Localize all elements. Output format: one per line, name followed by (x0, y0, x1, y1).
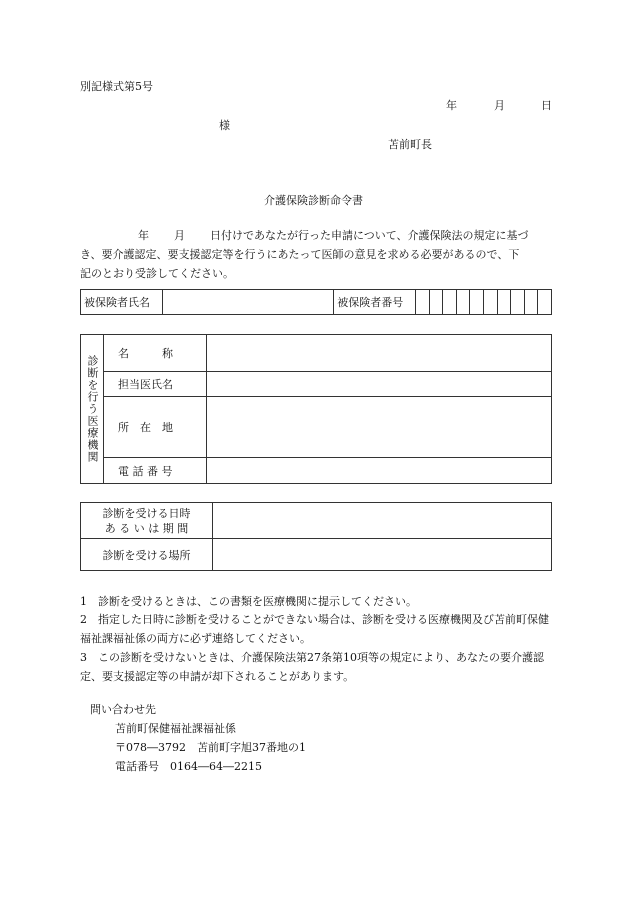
insured-number-digit-1[interactable] (416, 290, 430, 315)
schedule-table (80, 502, 552, 571)
date-day-label: 日 (541, 99, 552, 112)
clinic-name-field[interactable] (207, 335, 552, 372)
insured-number-digit-3[interactable] (443, 290, 457, 315)
insured-number-digit-5[interactable] (470, 290, 484, 315)
clinic-doctor-label: 担当医氏名 (104, 372, 207, 397)
note-3 (80, 648, 552, 686)
addressee-suffix: 様 (219, 119, 230, 132)
insured-table (80, 289, 552, 315)
clinic-address-label: 所 在 地 (104, 397, 207, 458)
insured-number-digit-9[interactable] (524, 290, 538, 315)
clinic-name-label: 名 称 (104, 335, 207, 372)
insured-number-digit-6[interactable] (483, 290, 497, 315)
body-year: 年 (138, 229, 149, 242)
note-3-number: 3 (80, 651, 87, 664)
schedule-datetime-label-1: 診断を受ける日時 (102, 506, 191, 520)
insured-number-digit-2[interactable] (429, 290, 443, 315)
insured-number-digit-8[interactable] (511, 290, 525, 315)
clinic-phone-label: 電 話 番 号 (104, 458, 207, 484)
note-2-text: 指定した日時に診断を受けることができない場合は、診断を受ける医療機関及び苫前町保健福祉課福祉係の両方に必ず連絡してください。 (80, 613, 549, 645)
note-1-text: 診断を受けるときは、この書類を医療機関に提示してください。 (98, 595, 417, 608)
issuer: 苫前町長 (388, 138, 432, 151)
insured-name-label: 被保険者氏名 (81, 290, 163, 315)
form-id: 別記様式第5号 (80, 80, 153, 93)
insured-name-field[interactable] (162, 290, 333, 315)
insured-number-digit-10[interactable] (538, 290, 552, 315)
document-title: 介護保険診断命令書 (264, 194, 363, 207)
contact-phone: 電話番号 0164―64―2215 (115, 760, 262, 773)
body-line3: 記のとおり受診してください。 (80, 267, 234, 280)
body-month: 月 (174, 229, 185, 242)
note-2-number: 2 (80, 613, 87, 626)
note-2 (80, 610, 552, 648)
schedule-datetime-label-2: あ る い は 期 間 (104, 521, 189, 535)
date-month-label: 月 (494, 99, 505, 112)
contact-address: 〒078―3792 苫前町字旭37番地の1 (115, 741, 306, 754)
note-1 (80, 592, 552, 611)
clinic-address-field[interactable] (207, 397, 552, 458)
clinic-table (80, 334, 552, 484)
body-line2: き、要介護認定、要支援認定等を行うにあたって医師の意見を求める必要があるので、下 (80, 248, 520, 261)
clinic-side-label: 診断を行う医療機関 (86, 355, 99, 463)
schedule-datetime-field[interactable] (213, 503, 552, 539)
clinic-doctor-field[interactable] (207, 372, 552, 397)
contact-dept: 苫前町保健福祉課福祉係 (115, 722, 236, 735)
date-year-label: 年 (446, 99, 457, 112)
clinic-phone-field[interactable] (207, 458, 552, 484)
schedule-place-field[interactable] (213, 539, 552, 571)
schedule-place-label: 診断を受ける場所 (81, 539, 213, 571)
insured-number-digit-7[interactable] (497, 290, 511, 315)
note-1-number: 1 (80, 595, 87, 608)
body-line1: 日付けであなたが行った申請について、介護保険法の規定に基づ (210, 229, 529, 242)
insured-number-label: 被保険者番号 (334, 290, 416, 315)
insured-number-digit-4[interactable] (456, 290, 470, 315)
contact-heading: 問い合わせ先 (90, 703, 156, 716)
note-3-text: この診断を受けないときは、介護保険法第27条第10項等の規定により、あなたの要介護認定、要支援認定等の申請が却下されることがあります。 (80, 651, 544, 683)
